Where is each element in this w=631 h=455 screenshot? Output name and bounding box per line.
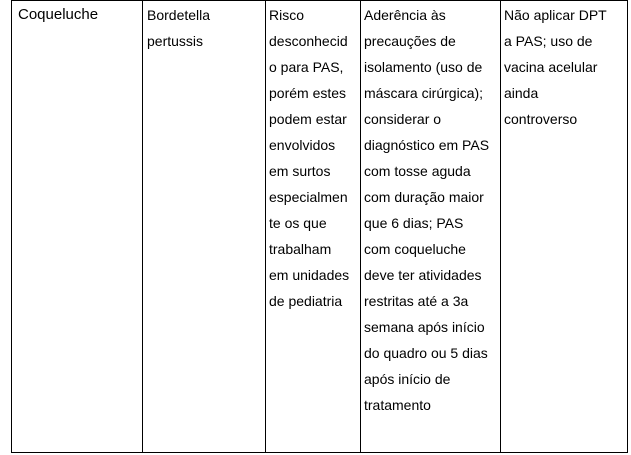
risk-text: Risco desconhecid o para PAS, porém estes podem estar envolvidos em surtos especialmen te os que trabalham em unidades de pediatria	[269, 7, 350, 309]
risk-cell	[266, 1, 361, 453]
precautions-text: Aderência às precauções de isolamento (uso de máscara cirúrgica); considerar o diagnóstico em PAS com tosse aguda com duração maior que 6 dias; PAS com coqueluche deve ter atividades restritas até a 3a semana após início do quadro ou 5 dias após início de tratamento	[364, 7, 490, 413]
precautions-cell	[361, 1, 501, 453]
table-row	[12, 1, 628, 453]
agent-cell	[143, 1, 266, 453]
infection-control-table	[11, 0, 628, 453]
vaccine-cell	[501, 1, 628, 453]
agent-name: Bordetella pertussis	[147, 7, 211, 49]
disease-name: Coqueluche	[18, 6, 99, 23]
vaccine-text: Não aplicar DPT a PAS; uso de vacina acelular ainda controverso	[504, 7, 607, 127]
disease-cell	[12, 1, 143, 453]
